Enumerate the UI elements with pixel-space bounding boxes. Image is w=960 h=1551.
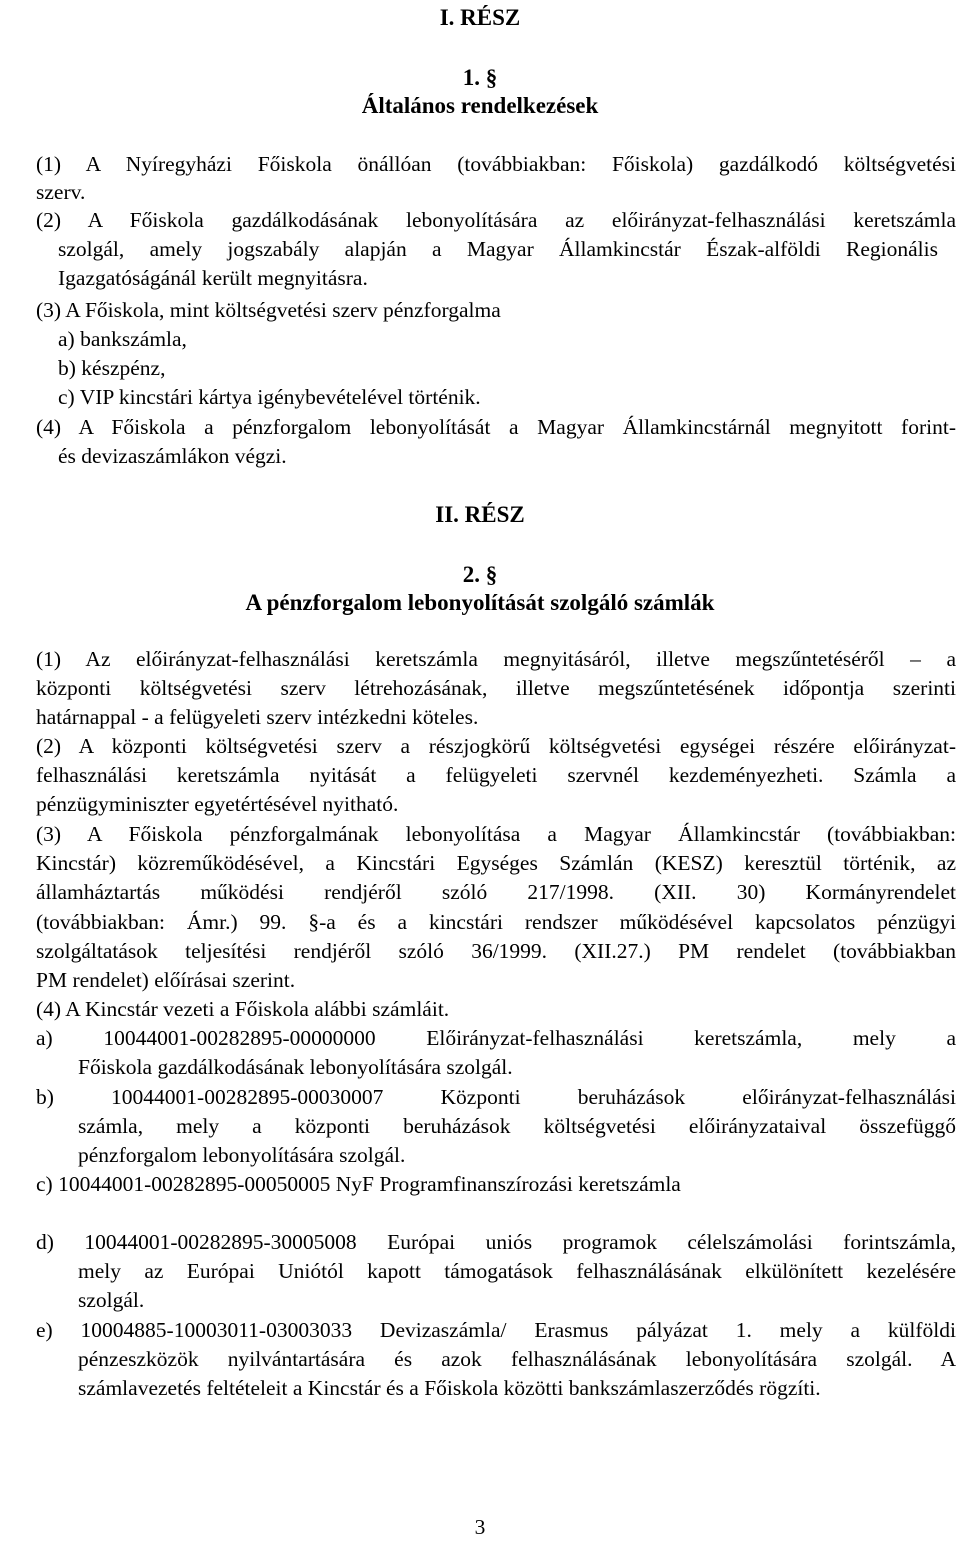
part-two-title: II. RÉSZ [435, 502, 525, 527]
account-d-line-2: mely az Európai Uniótól kapott támogatások felhasználásának elkülönített kezelésére [78, 1259, 956, 1283]
p2-1-line-2: központi költségvetési szerv létrehozásának, illetve megszűntetésének időpontja szerinti [36, 676, 956, 700]
p1-4-line-2: és devizaszámlákon végzi. [58, 444, 287, 468]
p1-1-line-1: (1) A Nyíregyházi Főiskola önállóan (továbbiakban: Főiskola) gazdálkodó költségvetési [36, 152, 956, 176]
p2-3-line-2: Kincstár) közreműködésével, a Kincstári Egységes Számlán (KESZ) keresztül történik, az [36, 851, 956, 875]
p1-1-line-2: szerv. [36, 180, 86, 204]
p1-3-item-b: b) készpénz, [58, 356, 166, 380]
p2-3-line-6: PM rendelet) előírásai szerint. [36, 968, 296, 992]
p1-2-line-2: szolgál, amely jogszabály alapján a Magyar Államkincstár Észak-alföldi Regionális [58, 237, 938, 261]
section-one-title: Általános rendelkezések [361, 93, 599, 118]
section-two-title: A pénzforgalom lebonyolítását szolgáló számlák [245, 590, 715, 615]
p1-3-item-a: a) bankszámla, [58, 327, 187, 351]
section-two-number: 2. § [462, 562, 498, 587]
p2-2-line-2: felhasználási keretszámla nyitását a felügyeleti szervnél kezdeményezheti. Számla a [36, 763, 956, 787]
account-d-line-3: szolgál. [78, 1288, 145, 1312]
account-a-line-2: Főiskola gazdálkodásának lebonyolítására szolgál. [78, 1055, 513, 1079]
p2-3-line-1: (3) A Főiskola pénzforgalmának lebonyolítása a Magyar Államkincstár (továbbiakban: [36, 822, 956, 846]
account-b-line-1: b) 10044001-00282895-00030007 Központi beruházások előirányzat-felhasználási [36, 1085, 956, 1109]
part-one-title: I. RÉSZ [439, 5, 521, 30]
p2-2-line-3: pénzügyminiszter egyetértésével nyitható. [36, 792, 399, 816]
section-one-number: 1. § [462, 65, 498, 90]
p1-3-item-c: c) VIP kincstári kártya igénybevételével történik. [58, 385, 481, 409]
p1-2-line-3: Igazgatóságánál került megnyitásra. [58, 266, 368, 290]
account-d-line-1: d) 10044001-00282895-30005008 Európai uniós programok célelszámolási forintszámla, [36, 1230, 956, 1254]
p1-4-line-1: (4) A Főiskola a pénzforgalom lebonyolítását a Magyar Államkincstárnál megnyitott forint- [36, 415, 956, 439]
account-b-line-3: pénzforgalom lebonyolítására szolgál. [78, 1143, 406, 1167]
p1-3-line-1: (3) A Főiskola, mint költségvetési szerv pénzforgalma [36, 298, 501, 322]
p2-4-line-1: (4) A Kincstár vezeti a Főiskola alábbi számláit. [36, 997, 450, 1021]
page-number: 3 [474, 1515, 486, 1539]
p2-3-line-5: szolgáltatások teljesítési rendjéről szóló 36/1999. (XII.27.) PM rendelet (továbbiakban [36, 939, 956, 963]
p2-1-line-1: (1) Az előirányzat-felhasználási keretszámla megnyitásáról, illetve megszűntetéséről – a [36, 647, 956, 671]
p2-1-line-3: határnappal - a felügyeleti szerv intézkedni köteles. [36, 705, 479, 729]
account-e-line-2: pénzeszközök nyilvántartására és azok felhasználásának lebonyolítására szolgál. A [78, 1347, 956, 1371]
account-e-line-3: számlavezetés feltételeit a Kincstár és a Főiskola közötti bankszámlaszerződés rögzíti. [78, 1376, 821, 1400]
account-c-line-1: c) 10044001-00282895-00050005 NyF Programfinanszírozási keretszámla [36, 1172, 681, 1196]
p2-2-line-1: (2) A központi költségvetési szerv a részjogkörű költségvetési egységei részére előirányzat- [36, 734, 956, 758]
p2-3-line-3: államháztartás működési rendjéről szóló 217/1998. (XII. 30) Kormányrendelet [36, 880, 956, 904]
account-b-line-2: számla, mely a központi beruházások költségvetési előirányzataival összefüggő [78, 1114, 956, 1138]
account-a-line-1: a) 10044001-00282895-00000000 Előirányzat-felhasználási keretszámla, mely a [36, 1026, 956, 1050]
p1-2-line-1: (2) A Főiskola gazdálkodásának lebonyolítására az előirányzat-felhasználási keretszámla [36, 208, 956, 232]
account-e-line-1: e) 10004885-10003011-03003033 Devizaszámla/ Erasmus pályázat 1. mely a külföldi [36, 1318, 956, 1342]
p2-3-line-4: (továbbiakban: Ámr.) 99. §-a és a kincstári rendszer működésével kapcsolatos pénzügyi [36, 910, 956, 934]
